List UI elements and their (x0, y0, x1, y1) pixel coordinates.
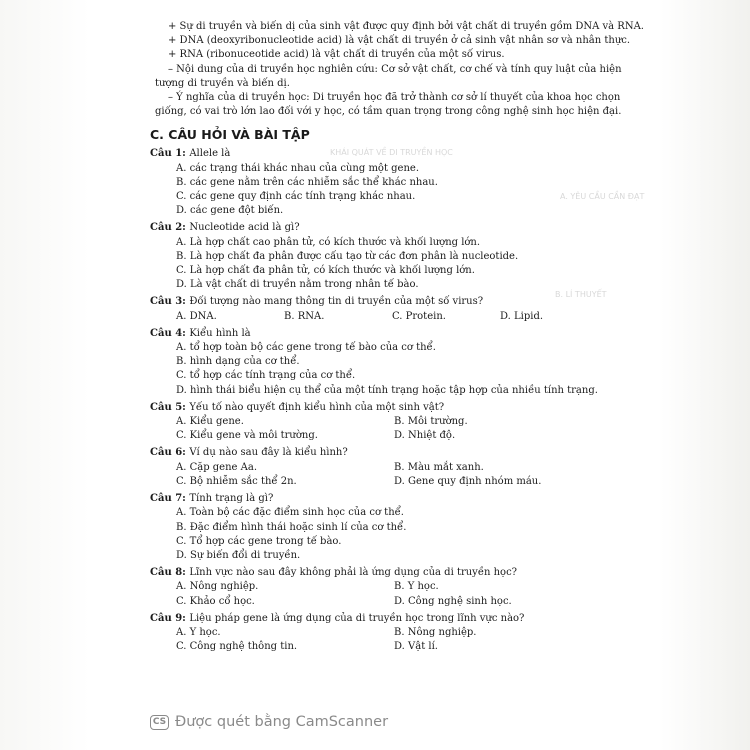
bleed-through-text: B. LÍ THUYẾT (555, 290, 607, 299)
answer-option: B. Y học. (394, 581, 439, 593)
intro-summary (150, 20, 644, 119)
question (150, 446, 620, 460)
document-body (150, 20, 644, 654)
question-number: Câu 6: (150, 447, 186, 459)
question (150, 327, 620, 341)
answer-option: A. các trạng thái khác nhau của cùng một gene. (176, 162, 420, 174)
question (150, 147, 620, 161)
summary-line: + DNA (deoxyribonucleotide acid) là vật chất di truyền ở cả sinh vật nhân sơ và nhân thực. (168, 35, 631, 47)
section-heading: C. CÂU HỎI VÀ BÀI TẬP (150, 127, 310, 143)
answer-row (176, 626, 620, 640)
answer-row (176, 310, 620, 324)
question-text: Yếu tố nào quyết định kiểu hình của một sinh vật? (189, 401, 445, 413)
answer-option: B. Môi trường. (394, 416, 468, 428)
answer-option: D. các gene đột biến. (176, 205, 284, 217)
camscanner-logo-icon: CS (150, 715, 169, 730)
answer-option: B. Nông nghiệp. (394, 626, 477, 638)
answer-option: B. RNA. (284, 310, 325, 322)
answer-option: D. Sự biến đổi di truyền. (176, 549, 301, 561)
question-text: Lĩnh vực nào sau đây không phải là ứng dụng của di truyền học? (189, 567, 518, 579)
answer-option: B. Màu mắt xanh. (394, 461, 484, 473)
answer-option: A. Cặp gene Aa. (176, 461, 257, 473)
question-number: Câu 9: (150, 612, 186, 624)
answer-option: D. Vật lí. (394, 641, 438, 653)
question-number: Câu 2: (150, 222, 186, 234)
answer-row (176, 415, 620, 429)
answer-option: B. hình dạng của cơ thể. (176, 356, 300, 368)
answer-row (176, 595, 620, 609)
summary-line: tượng di truyền và biến dị. (155, 77, 290, 89)
question-number: Câu 8: (150, 567, 186, 579)
question-text: Nucleotide acid là gì? (189, 222, 300, 234)
answer-row (176, 640, 620, 654)
answer-option: C. Protein. (392, 310, 446, 322)
question-number: Câu 4: (150, 327, 186, 339)
summary-line: – Ý nghĩa của di truyền học: Di truyền học đã trở thành cơ sở lí thuyết của khoa học chọn (168, 92, 621, 104)
answer-option: B. Đặc điểm hình thái hoặc sinh lí của cơ thể. (176, 521, 407, 533)
answer-option: D. Lipid. (500, 310, 544, 322)
question-text: Liệu pháp gene là ứng dụng của di truyền học trong lĩnh vực nào? (189, 612, 525, 624)
answer-option: D. Nhiệt độ. (394, 430, 456, 442)
answer-option: C. Khảo cổ học. (176, 595, 255, 607)
answer-option: A. Nông nghiệp. (176, 581, 259, 593)
question (150, 401, 620, 415)
answer-row (176, 461, 620, 475)
question-number: Câu 5: (150, 401, 186, 413)
question-text: Ví dụ nào sau đây là kiểu hình? (189, 447, 348, 459)
bleed-through-text: A. YÊU CẦU CẦN ĐẠT (560, 192, 645, 201)
question-text: Kiểu hình là (189, 327, 251, 339)
question-number: Câu 7: (150, 493, 186, 505)
question (150, 221, 620, 235)
answer-row (176, 580, 620, 594)
answer-option: C. Kiểu gene và môi trường. (176, 430, 318, 442)
answer-option: D. Công nghệ sinh học. (394, 595, 512, 607)
answer-option: A. Y học. (176, 626, 221, 638)
answer-option: C. Bộ nhiễm sắc thể 2n. (176, 475, 297, 487)
watermark-text: Được quét bằng CamScanner (175, 714, 389, 730)
answer-option: C. Tổ hợp các gene trong tế bào. (176, 535, 342, 547)
question (150, 612, 620, 626)
question-number: Câu 1: (150, 148, 186, 160)
answer-option: A. Kiểu gene. (176, 416, 244, 428)
bleed-through-text: KHÁI QUÁT VỀ DI TRUYỀN HỌC (330, 148, 453, 157)
summary-line: – Nội dung của di truyền học nghiên cứu: Cơ sở vật chất, cơ chế và tính quy luật của hiện (168, 63, 622, 75)
answer-option: C. Công nghệ thông tin. (176, 641, 298, 653)
answer-option: B. các gene nằm trên các nhiễm sắc thể khác nhau. (176, 176, 438, 188)
summary-line: giống, có vai trò lớn lao đối với y học, có tầm quan trọng trong công nghệ sinh học hiện đại. (155, 106, 622, 118)
question-text: Allele là (189, 148, 231, 160)
camscanner-watermark (150, 711, 388, 733)
question (150, 566, 620, 580)
answer-row (176, 429, 620, 443)
answer-option: A. Toàn bộ các đặc điểm sinh học của cơ thể. (176, 507, 404, 519)
question (150, 492, 620, 506)
question-text: Đối tượng nào mang thông tin di truyền của một số virus? (189, 296, 484, 308)
summary-line: + RNA (ribonuceotide acid) là vật chất di truyền của một số virus. (168, 49, 505, 61)
answer-option: D. hình thái biểu hiện cụ thể của một tính trạng hoặc tập hợp của nhiều tính trạng. (176, 384, 598, 396)
summary-line: + Sự di truyền và biến dị của sinh vật được quy định bởi vật chất di truyền gồm DNA và RNA. (168, 21, 644, 32)
answer-option: D. Là vật chất di truyền nằm trong nhân tế bào. (176, 279, 419, 291)
answer-row (176, 475, 620, 489)
answer-option: A. DNA. (176, 310, 217, 322)
answer-option: C. tổ hợp các tính trạng của cơ thể. (176, 370, 356, 382)
answer-option: B. Là hợp chất đa phân được cấu tạo từ các đơn phân là nucleotide. (176, 250, 519, 262)
answer-option: A. tổ hợp toàn bộ các gene trong tế bào của cơ thể. (176, 342, 436, 354)
answer-option: D. Gene quy định nhóm máu. (394, 475, 542, 487)
answer-option: C. Là hợp chất đa phân tử, có kích thước và khối lượng lớn. (176, 265, 475, 277)
answer-option: C. các gene quy định các tính trạng khác nhau. (176, 191, 416, 203)
answer-option: A. Là hợp chất cao phân tử, có kích thước và khối lượng lớn. (176, 236, 481, 248)
question (150, 295, 620, 309)
question-text: Tính trạng là gì? (189, 493, 274, 505)
question-number: Câu 3: (150, 296, 186, 308)
